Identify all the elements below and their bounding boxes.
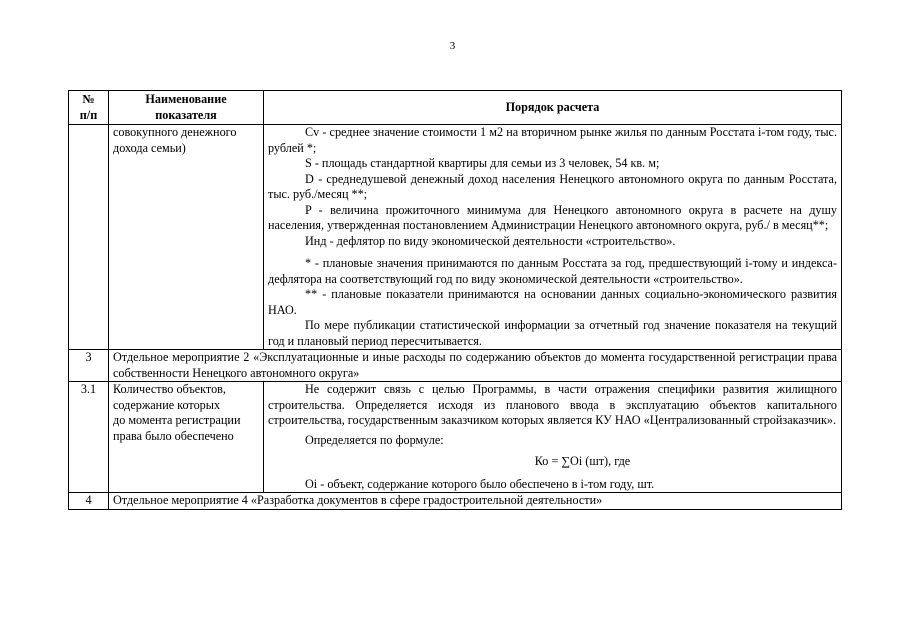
indicator-name-line: дохода семьи) xyxy=(113,140,186,155)
header-name-line1: Наименование xyxy=(145,92,227,106)
row-number: 3 xyxy=(69,350,109,382)
definition-oi: Oi - объект, содержание которого было обеспечено в i-том году, шт. xyxy=(305,476,655,491)
footnote-double-star: ** - плановые показатели принимаются на основании данных социально-экономического развития НАО. xyxy=(268,287,837,317)
formula: Ко = ∑Oi (шт), где xyxy=(534,454,631,468)
formula-intro: Определяется по формуле: xyxy=(305,432,444,447)
table-header-row xyxy=(69,91,842,125)
measure-title: Отдельное мероприятие 4 «Разработка документов в сфере градостроительной деятельности» xyxy=(109,493,842,510)
definition-p: P - величина прожиточного минимума для Ненецкого автономного округа в расчете на душу населения, утвержденная постановлением Администрации Ненецкого автономного округа, руб./ в месяц**; xyxy=(268,202,837,232)
definition-cv: Cv - среднее значение стоимости 1 м2 на вторичном рынке жилья по данным Росстата i-том году, тыс. рублей *; xyxy=(268,125,837,155)
table-row xyxy=(69,125,842,350)
row-number: 4 xyxy=(69,493,109,510)
row-number-cell xyxy=(69,125,109,350)
table-row xyxy=(69,350,842,382)
indicator-name-cell xyxy=(109,125,264,350)
recalculation-note: По мере публикации статистической информации за отчетный год значение показателя на текущий год и плановый период пересчитывается. xyxy=(268,318,837,348)
table-row xyxy=(69,382,842,493)
header-calculation-order: Порядок расчета xyxy=(264,91,842,125)
header-number xyxy=(69,91,109,125)
calculation-table xyxy=(68,90,842,510)
indicator-name-line: содержание которых xyxy=(113,397,221,412)
header-number-line2: п/п xyxy=(79,107,98,122)
row-number: 3.1 xyxy=(69,382,109,493)
definition-d: D - среднедушевой денежный доход населения Ненецкого автономного округа по данным Росстата, тыс. руб./месяц **; xyxy=(268,171,837,201)
calculation-cell xyxy=(264,382,842,493)
footnote-single-star: * - плановые значения принимаются по данным Росстата за год, предшествующий i-тому и индекса-дефлятора на соответствующий год по виду экономической деятельности «строительство». xyxy=(268,256,837,286)
indicator-name-line: до момента регистрации xyxy=(113,413,241,427)
header-name-line2: показателя xyxy=(155,107,217,122)
calculation-cell xyxy=(264,125,842,350)
calculation-description: Не содержит связь с целью Программы, в части отражения специфики развития жилищного строительства. Определяется исходя из планового ввода в эксплуатацию объектов капитального строительства, государственным заказчиком которых является КУ НАО «Централизованный стройзаказчик». xyxy=(268,382,837,427)
indicator-name-cell xyxy=(109,382,264,493)
page-number: 3 xyxy=(449,40,456,52)
indicator-name-line: права было обеспечено xyxy=(113,428,234,443)
measure-title: Отдельное мероприятие 2 «Эксплуатационные и иные расходы по содержанию объектов до момента государственной регистрации права собственности Ненецкого автономного округа» xyxy=(109,350,842,382)
header-number-line1: № xyxy=(82,92,95,106)
table-row xyxy=(69,493,842,510)
definition-ind: Инд - дефлятор по виду экономической деятельности «строительство». xyxy=(305,233,676,248)
indicator-name-line: совокупного денежного xyxy=(113,125,237,139)
header-indicator-name xyxy=(109,91,264,125)
indicator-name-line: Количество объектов, xyxy=(113,382,226,396)
definition-s: S - площадь стандартной квартиры для семьи из 3 человек, 54 кв. м; xyxy=(305,156,660,170)
